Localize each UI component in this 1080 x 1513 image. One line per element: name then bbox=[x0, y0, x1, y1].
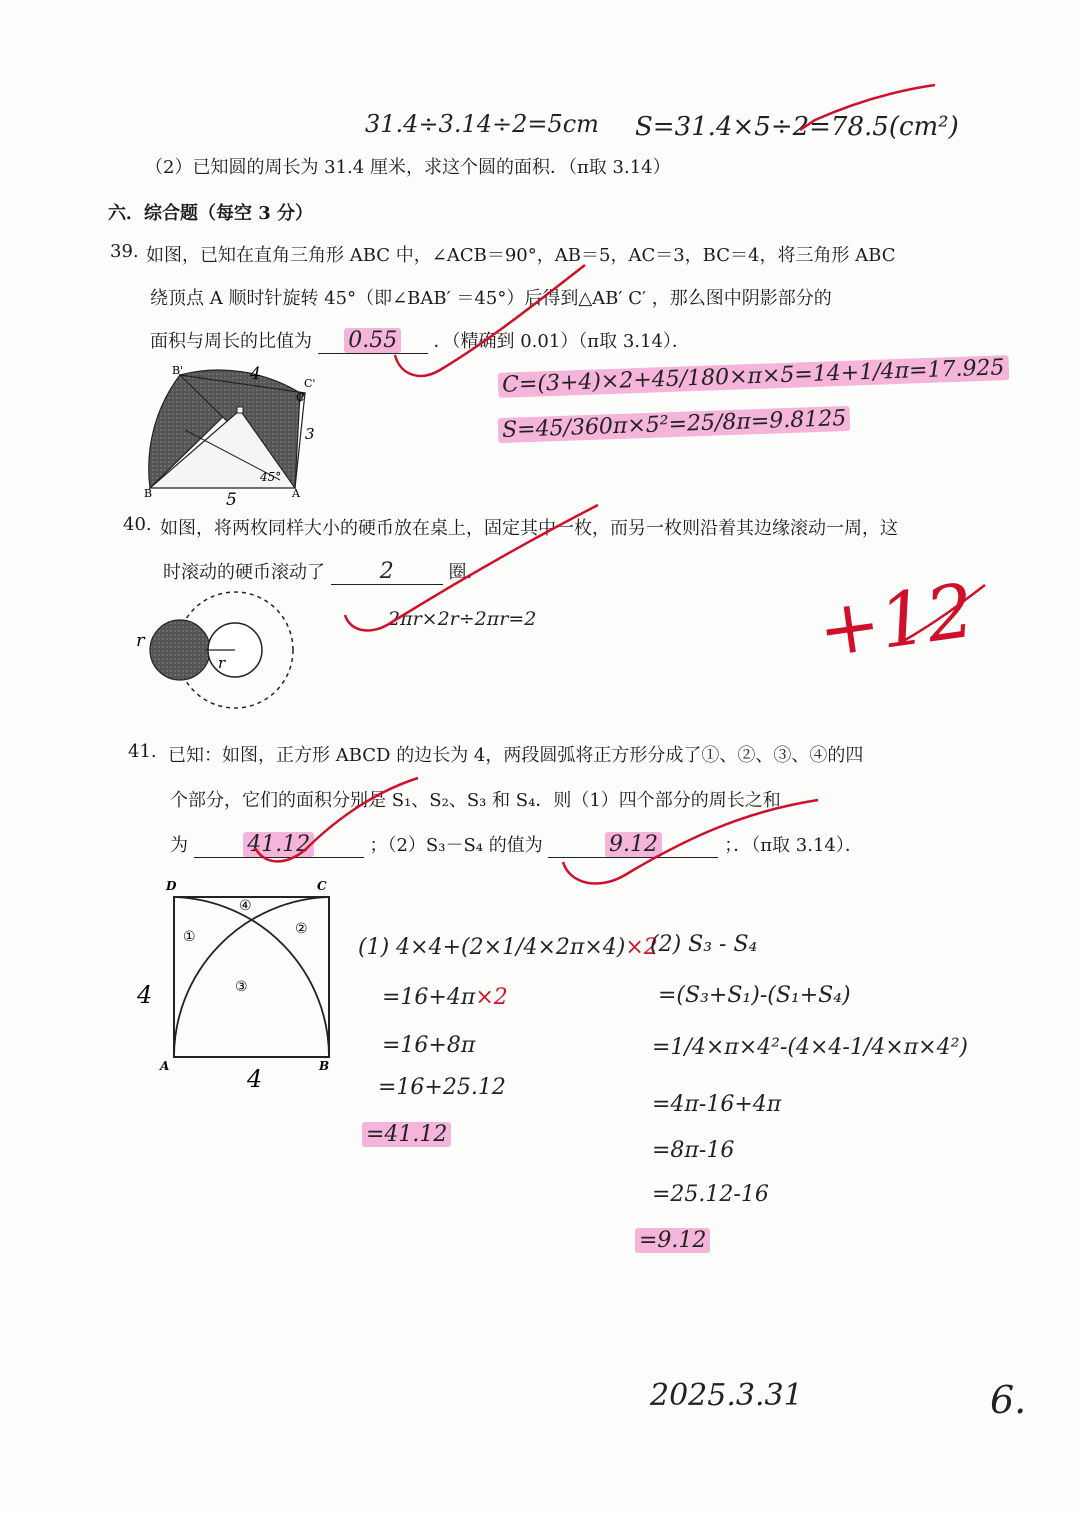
work2-line4: =4π-16+4π bbox=[652, 1092, 782, 1117]
label-c41: C bbox=[317, 879, 327, 893]
label-top-4: 4 bbox=[250, 364, 261, 384]
q39-line2: 绕顶点 A 顺时针旋转 45°（即∠BAB′ ＝45°）后得到△AB′ C′ ，那么图中阴影部分的 bbox=[150, 288, 832, 309]
work2-line6: =25.12-16 bbox=[652, 1182, 769, 1207]
q39-number: 39. bbox=[110, 241, 139, 262]
work2-line3: =1/4×π×4²-(4×4-1/4×π×4²) bbox=[652, 1035, 968, 1060]
work1-line4: =16+25.12 bbox=[378, 1075, 506, 1100]
q39-work-c: C=(3+4)×2+45/180×π×5=14+1/4π=17.925 bbox=[498, 355, 1009, 398]
q41-answer2: 9.12 bbox=[605, 832, 662, 857]
q40-line2-before: 时滚动的硬币滚动了 bbox=[163, 562, 325, 583]
section-title: 六．综合题（每空 3 分） bbox=[108, 203, 314, 224]
label-b-prime: B' bbox=[172, 364, 184, 377]
q41-line1: 已知：如图，正方形 ABCD 的边长为 4，两段圆弧将正方形分成了①、②、③、④的四 bbox=[168, 745, 864, 766]
work1-red-x2-a: ×2 bbox=[625, 935, 658, 960]
label-angle-45: 45° bbox=[260, 470, 282, 484]
q40-work: 2πr×2r÷2πr=2 bbox=[388, 608, 537, 630]
work2-line7: =9.12 bbox=[635, 1228, 710, 1253]
q39-line3-after: ．（精确到 0.01）（π取 3.14）． bbox=[433, 331, 690, 352]
work2-line2: =(S₃+S₁)-(S₁+S₄) bbox=[658, 983, 851, 1008]
region-3: ③ bbox=[235, 979, 248, 995]
page-number: 6. bbox=[990, 1378, 1027, 1422]
q41-line2: 个部分，它们的面积分别是 S₁、S₂、S₃ 和 S₄．则（1）四个部分的周长之和 bbox=[170, 790, 781, 811]
region-2: ② bbox=[295, 921, 308, 937]
q40-answer: 2 bbox=[379, 559, 394, 584]
q39-line3-before: 面积与周长的比值为 bbox=[150, 331, 312, 352]
q40-number: 40. bbox=[123, 514, 152, 535]
work1-line1 bbox=[358, 935, 658, 960]
q41-line3-b: ；（2）S₃－S₄ 的值为 bbox=[369, 835, 543, 856]
label-a41: A bbox=[160, 1059, 170, 1073]
label-d: D bbox=[166, 879, 177, 893]
label-b: B bbox=[144, 487, 153, 500]
label-r-hand: r bbox=[136, 630, 145, 651]
q41-line3-c: ；．（π取 3.14）． bbox=[724, 835, 863, 856]
work1-red-x2-b: ×2 bbox=[475, 985, 508, 1010]
grade-score: +12 bbox=[812, 567, 980, 675]
work2-line5: =8π-16 bbox=[652, 1138, 735, 1163]
region-4: ④ bbox=[239, 898, 252, 914]
work1-line5: =41.12 bbox=[362, 1122, 451, 1147]
work-area: S=31.4×5÷2=78.5(cm²) bbox=[635, 112, 959, 142]
label-r: r bbox=[218, 654, 226, 672]
label-left-4: 4 bbox=[137, 981, 153, 1009]
label-b41: B bbox=[319, 1059, 330, 1073]
q41-number: 41. bbox=[128, 741, 157, 762]
label-bottom-4: 4 bbox=[247, 1065, 263, 1093]
label-a: A bbox=[292, 487, 300, 500]
label-c-prime: C' bbox=[304, 377, 316, 390]
label-side-3: 3 bbox=[305, 425, 315, 443]
region-1: ① bbox=[183, 929, 196, 945]
work1-line2-text: =16+4π bbox=[382, 985, 476, 1010]
q41-line3-a: 为 bbox=[170, 835, 188, 856]
q39-line1: 如图，已知在直角三角形 ABC 中，∠ACB＝90°，AB＝5，AC＝3，BC＝4，将三角形 ABC bbox=[146, 245, 896, 266]
work1-line2 bbox=[382, 985, 508, 1010]
q41-answer1: 41.12 bbox=[243, 832, 314, 857]
question-2: （2）已知圆的周长为 31.4 厘米，求这个圆的面积．（π取 3.14） bbox=[145, 157, 671, 178]
label-c: C bbox=[296, 391, 305, 404]
q39-answer: 0.55 bbox=[344, 328, 401, 353]
q40-line1: 如图，将两枚同样大小的硬币放在桌上，固定其中一枚，而另一枚则沿着其边缘滚动一周，这 bbox=[160, 518, 898, 539]
q40-line2-after: 圈． bbox=[448, 562, 485, 583]
q39-work-s: S=45/360π×5²=25/8π=9.8125 bbox=[498, 406, 851, 443]
work1-line1-text: (1) 4×4+(2×1/4×2π×4) bbox=[358, 935, 626, 960]
q41-figure bbox=[135, 875, 335, 1093]
work1-line3: =16+8π bbox=[382, 1033, 476, 1058]
work2-line1: (2) S₃ - S₄ bbox=[650, 932, 758, 957]
date: 2025.3.31 bbox=[650, 1378, 803, 1413]
work-radius: 31.4÷3.14÷2=5cm bbox=[365, 110, 599, 138]
label-bottom-5: 5 bbox=[226, 490, 237, 510]
